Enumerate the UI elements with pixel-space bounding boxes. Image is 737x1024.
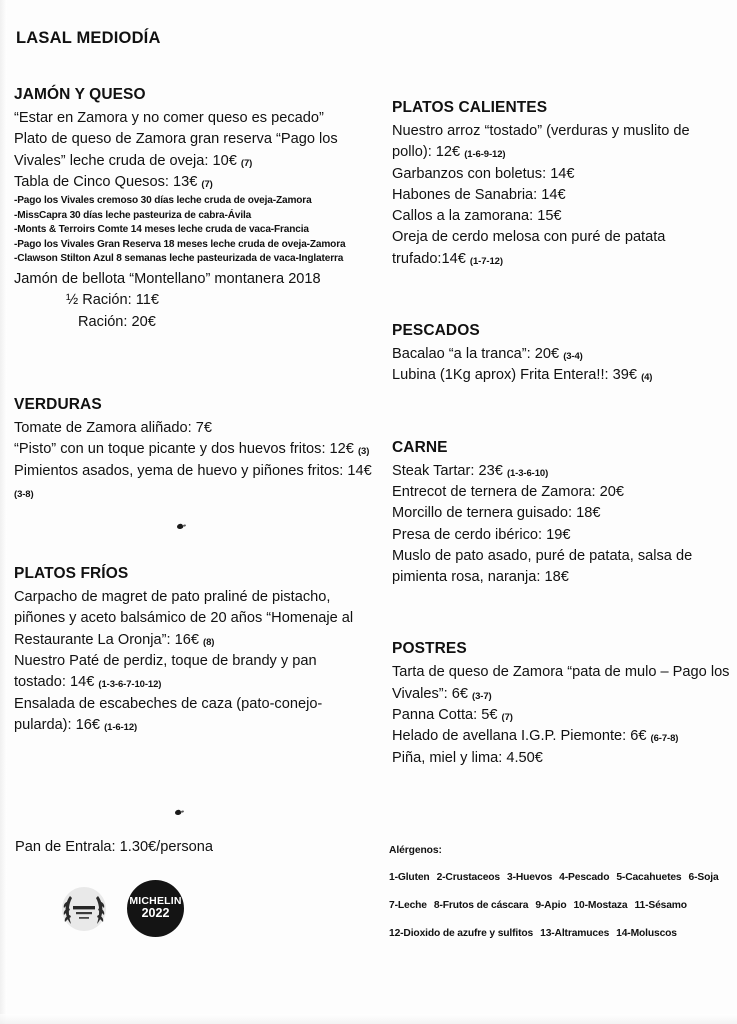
section-pescados	[392, 322, 732, 387]
menu-item	[392, 164, 732, 185]
section-heading: POSTRES	[392, 640, 467, 658]
ham-portion-full: Ración: 20€	[78, 314, 156, 331]
menu-item-allergens: (1-3-6-7-10-12)	[98, 679, 162, 691]
menu-item	[392, 344, 732, 365]
menu-item-text: Garbanzos con boletus: 14€	[392, 165, 575, 182]
menu-item-text: “Pisto” con un toque picante y dos huevos fritos: 12€	[14, 441, 354, 458]
menu-item	[392, 503, 732, 524]
menu-item-text: Nuestro Paté de perdiz, toque de brandy y pan tostado: 14€	[14, 653, 317, 691]
menu-item-text: Ensalada de escabeches de caza (pato-conejo-pularda): 16€	[14, 695, 323, 733]
section-jamon-y-queso	[14, 86, 372, 334]
section-heading: PESCADOS	[392, 322, 480, 340]
menu-item-text: Morcillo de ternera guisado: 18€	[392, 505, 601, 522]
menu-item	[392, 662, 732, 705]
menu-item-text: Bacalao “a la tranca”: 20€	[392, 346, 560, 363]
menu-item-text: Muslo de pato asado, puré de patata, salsa de pimienta rosa, naranja: 18€	[392, 547, 693, 586]
section-postres	[392, 640, 732, 768]
menu-item-allergens: (3-7)	[472, 690, 492, 702]
cheese-detail-line: -Pago los Vivales cremoso 30 días leche cruda de oveja-Zamora	[14, 195, 312, 207]
allergens-title: Alérgenos:	[389, 845, 442, 856]
cheese-detail-line: -MissCapra 30 días leche pasteuriza de cabra-Ávila	[14, 209, 252, 221]
allergen-entry: 4-Pescado	[559, 872, 610, 883]
menu-item-text: Lubina (1Kg aprox) Frita Entera!!: 39€	[392, 367, 637, 384]
michelin-label: MICHELIN	[129, 895, 182, 908]
menu-item	[392, 365, 732, 386]
allergen-entry: 14-Moluscos	[616, 928, 677, 939]
allergens-row	[389, 928, 734, 939]
allergen-entry: 12-Dioxido de azufre y sulfitos	[389, 928, 534, 939]
menu-item-allergens: (1-6-9-12)	[464, 149, 506, 161]
menu-item	[14, 587, 372, 651]
menu-item-allergens: (3-8)	[14, 488, 34, 500]
allergen-entry: 8-Frutos de cáscara	[433, 900, 529, 911]
ham-portion-half: ½ Ración: 11€	[66, 292, 160, 309]
menu-item-allergens: (3)	[357, 446, 370, 458]
section-carne	[392, 439, 732, 589]
allergen-entry: 2-Crustaceos	[436, 872, 501, 883]
menu-item-text: Carpacho de magret de pato praliné de pistacho, piñones y aceto balsámico de 20 años “Homenaje al Restaurante La Oronja”: 16€	[14, 589, 354, 648]
menu-item-text: Tabla de Cinco Quesos: 13€	[14, 173, 198, 190]
menu-item-text: Tarta de queso de Zamora “pata de mulo – Pago los Vivales”: 6€	[392, 664, 730, 702]
menu-item-text: Oreja de cerdo melosa con puré de patata trufado:14€	[392, 229, 666, 267]
menu-item-text: Habones de Sanabria: 14€	[392, 186, 566, 203]
menu-item-allergens: (3-4)	[563, 351, 583, 363]
menu-item-text: Panna Cotta: 5€	[392, 707, 498, 724]
menu-item	[14, 694, 372, 737]
menu-item	[392, 482, 732, 503]
menu-item-text: Helado de avellana I.G.P. Piemonte: 6€	[392, 728, 647, 745]
menu-item-allergens: (8)	[203, 636, 215, 648]
cheese-detail-line: -Pago los Vivales Gran Reserva 18 meses leche cruda de oveja-Zamora	[14, 238, 346, 250]
allergen-entry: 7-Leche	[389, 900, 427, 911]
award-logos	[57, 880, 184, 937]
menu-item-text: Pimientos asados, yema de huevo y piñones fritos: 14€	[14, 462, 372, 479]
menu-item	[392, 748, 732, 769]
allergen-entry: 11-Sésamo	[634, 900, 687, 911]
allergen-entry: 13-Altramuces	[540, 928, 610, 939]
menu-item-allergens: (4)	[641, 372, 653, 384]
menu-item-text: Plato de queso de Zamora gran reserva “Pago los Vivales” leche cruda de oveja: 10€	[14, 131, 338, 169]
menu-item	[392, 185, 732, 206]
section-platos-calientes	[392, 99, 732, 270]
menu-item-allergens: (7)	[201, 178, 213, 190]
ham-title: Jamón de bellota “Montellano” montanera 2018	[14, 270, 321, 287]
menu-item-text: Steak Tartar: 23€	[392, 462, 503, 479]
right-column	[392, 99, 732, 769]
scan-edge-bottom	[0, 1014, 737, 1024]
allergens-legend	[389, 845, 734, 956]
menu-item-text: Nuestro arroz “tostado” (verduras y muslito de pollo): 12€	[392, 123, 690, 161]
section-heading: PLATOS CALIENTES	[392, 99, 548, 116]
bread-charge-line: Pan de Entrala: 1.30€/persona	[15, 839, 213, 855]
menu-item-allergens: (6-7-8)	[650, 733, 679, 745]
laurel-wreath-award-icon	[57, 882, 111, 936]
menu-item	[392, 546, 732, 589]
allergen-entry: 10-Mostaza	[573, 900, 628, 911]
cheese-detail-line: -Clawson Stilton Azul 8 semanas leche pasteurizada de vaca-Inglaterra	[14, 253, 344, 265]
menu-item-text: Piña, miel y lima: 4.50€	[392, 749, 543, 766]
allergen-entry: 6-Soja	[688, 872, 719, 883]
menu-item	[14, 651, 372, 694]
menu-item	[14, 172, 372, 193]
menu-item	[14, 461, 372, 504]
allergen-entry: 9-Apio	[535, 900, 567, 911]
section-verduras	[14, 396, 372, 503]
scan-edge-left	[0, 0, 7, 1024]
menu-item	[392, 726, 732, 747]
section-heading: PLATOS FRÍOS	[14, 565, 129, 583]
left-column	[14, 86, 372, 736]
ink-speck	[174, 809, 181, 816]
menu-item-text: Tomate de Zamora aliñado: 7€	[14, 419, 212, 436]
allergens-row	[389, 872, 734, 883]
menu-item-allergens: (7)	[240, 157, 253, 169]
menu-item	[392, 525, 732, 546]
section-heading: JAMÓN Y QUESO	[14, 86, 146, 103]
allergen-entry: 3-Huevos	[507, 872, 553, 883]
allergen-entry: 1-Gluten	[389, 872, 430, 883]
menu-item-allergens: (1-6-12)	[104, 721, 138, 733]
menu-item	[392, 705, 732, 726]
page-title: LASAL MEDIODÍA	[16, 29, 161, 47]
section-quote: “Estar en Zamora y no comer queso es pecado”	[14, 110, 324, 126]
cheese-detail-line: -Monts & Terroirs Comte 14 meses leche cruda de vaca-Francia	[14, 224, 309, 236]
menu-item	[392, 206, 732, 227]
menu-item	[14, 439, 372, 460]
menu-item	[392, 227, 732, 270]
menu-item-allergens: (1-3-6-10)	[506, 467, 549, 479]
michelin-year: 2022	[141, 906, 170, 921]
menu-item-text: Callos a la zamorana: 15€	[392, 208, 562, 225]
michelin-guide-badge	[127, 880, 184, 937]
menu-item	[14, 418, 372, 439]
allergens-row	[389, 900, 734, 911]
menu-item-text: Presa de cerdo ibérico: 19€	[392, 526, 571, 543]
section-heading: VERDURAS	[14, 395, 102, 413]
menu-item-allergens: (1-7-12)	[469, 255, 503, 267]
menu-item-text: Entrecot de ternera de Zamora: 20€	[392, 483, 625, 500]
menu-item-allergens: (7)	[501, 712, 513, 724]
menu-item	[14, 129, 372, 172]
section-heading: CARNE	[392, 438, 448, 456]
cheese-detail-list	[14, 194, 372, 267]
menu-item	[392, 121, 732, 164]
allergen-entry: 5-Cacahuetes	[616, 872, 682, 883]
menu-item	[392, 461, 732, 482]
section-platos-frios	[14, 565, 372, 736]
